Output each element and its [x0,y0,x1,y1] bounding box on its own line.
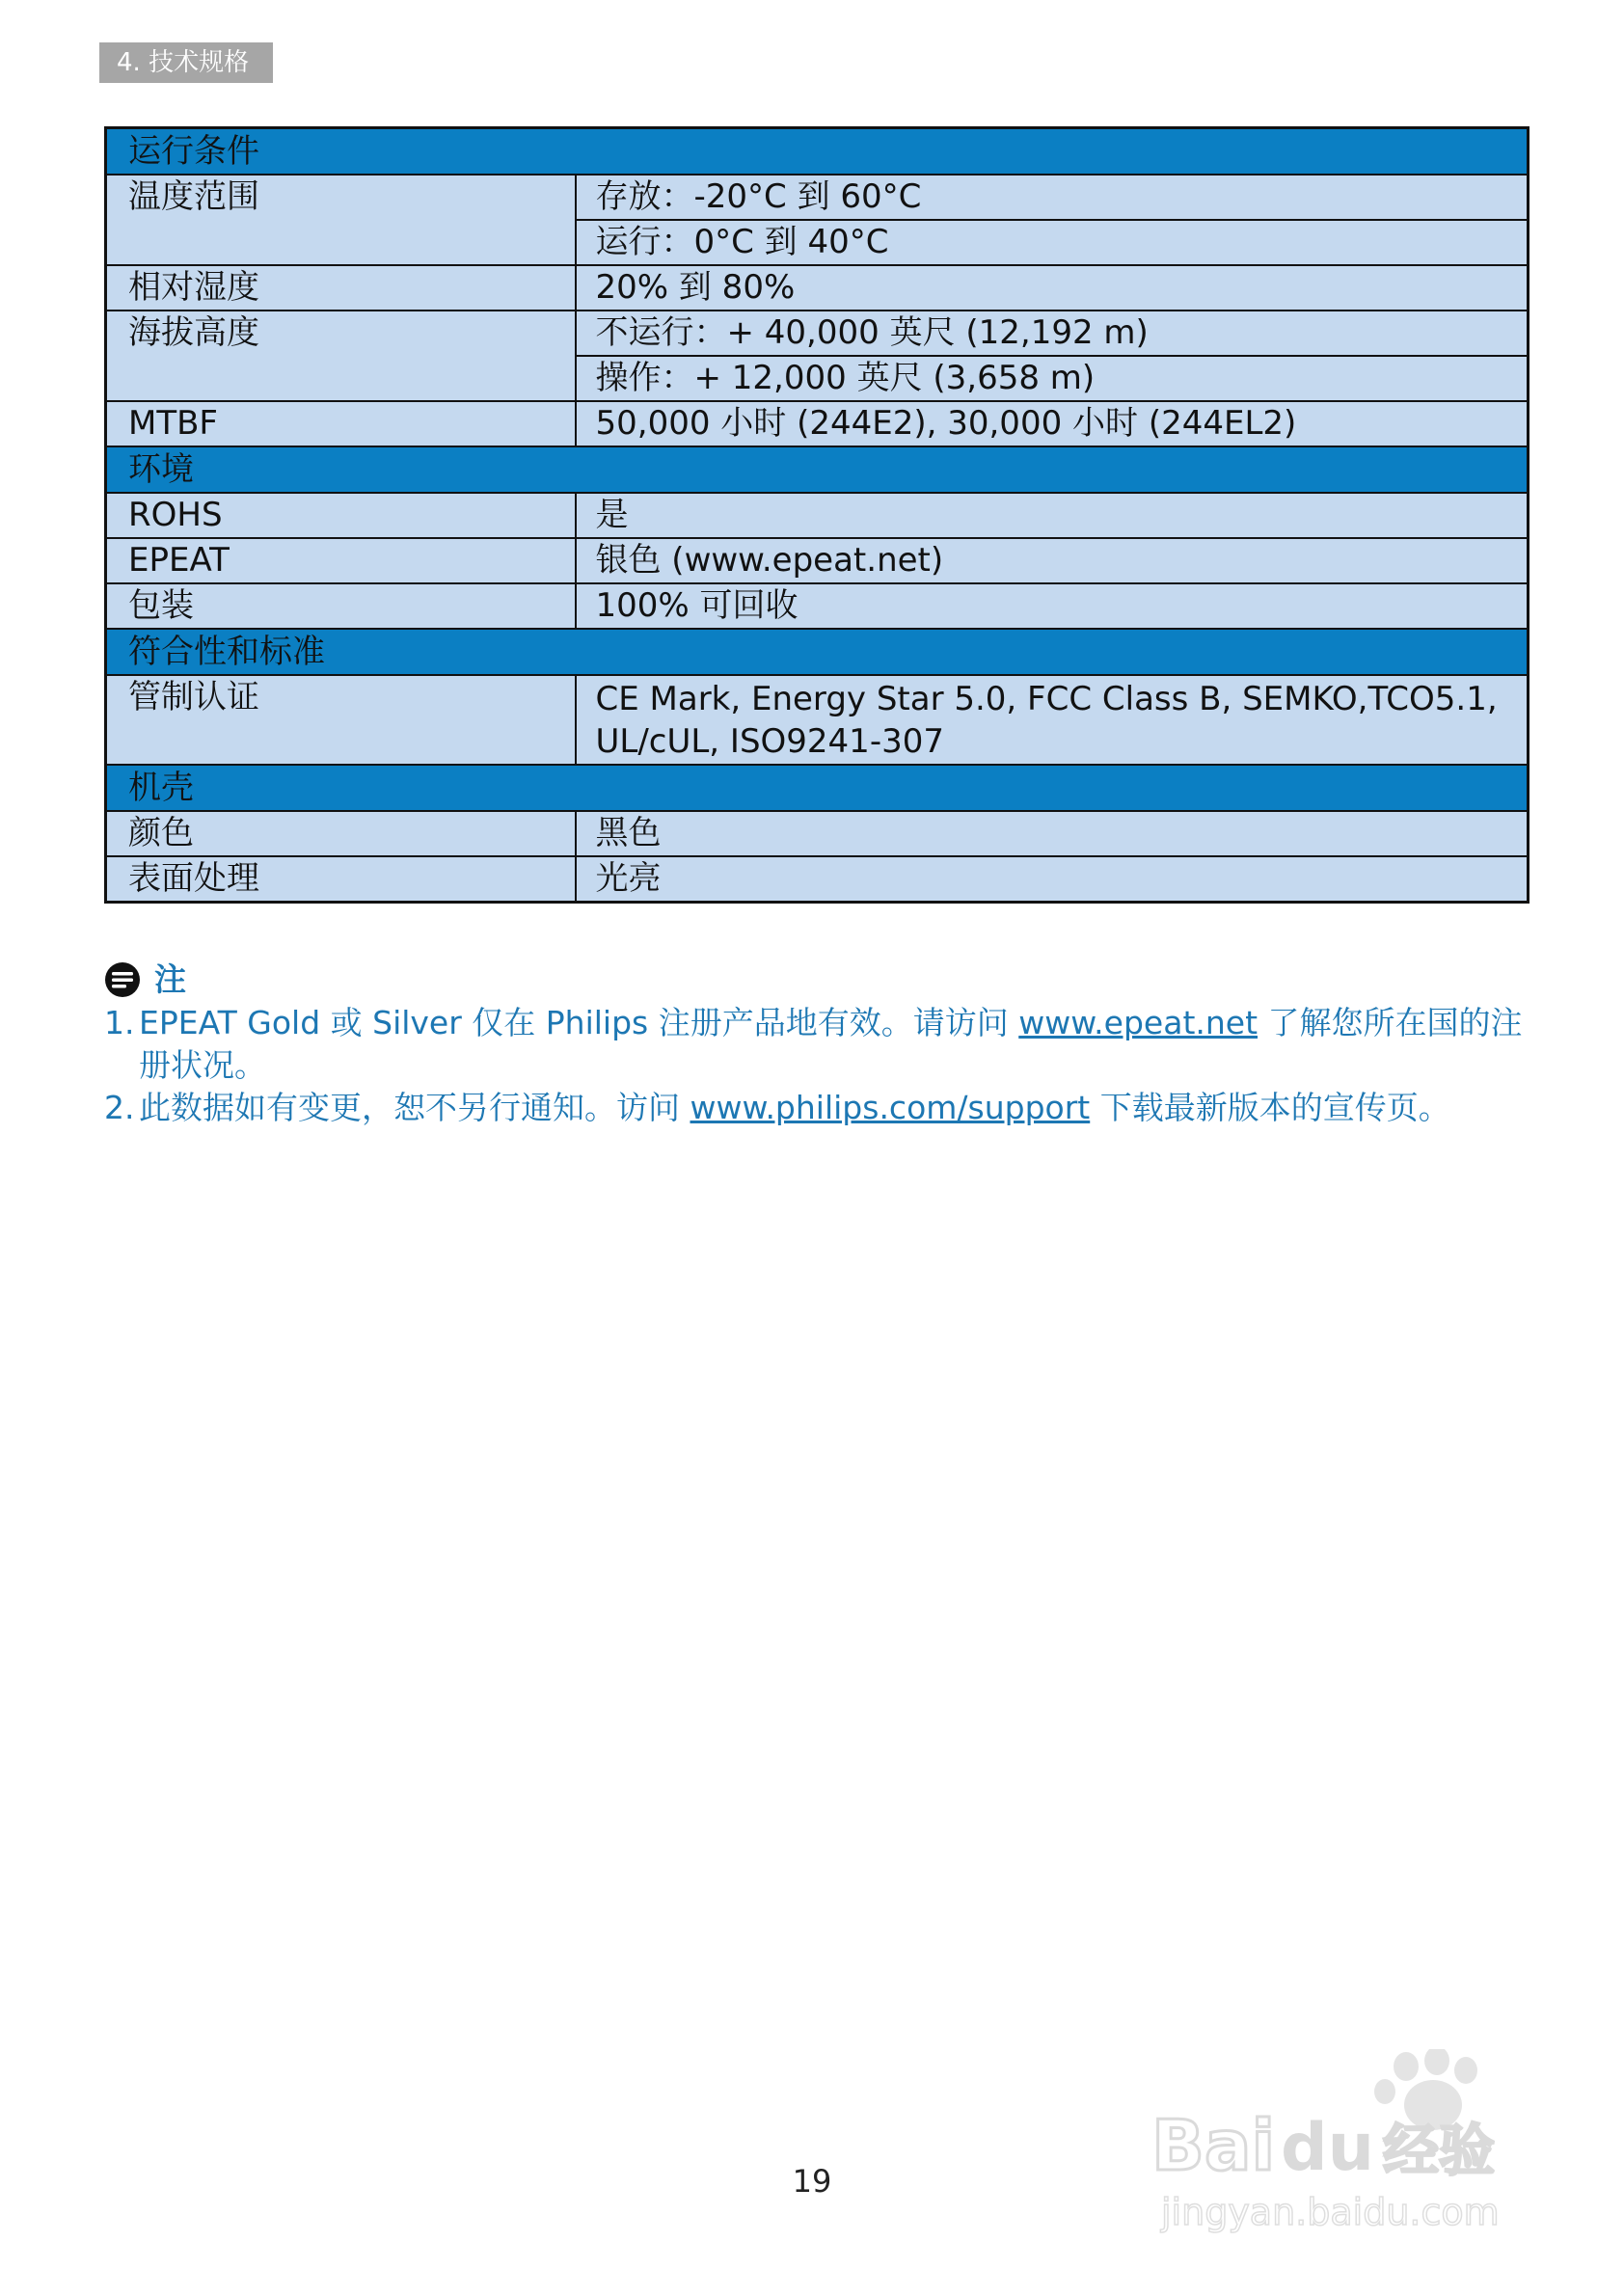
table-row [106,675,1529,765]
note-number: 2. [104,1089,135,1126]
note-number: 1. [104,1004,135,1041]
table-section-header [106,765,1529,811]
section-header-cabinet: 机壳 [106,765,1529,811]
notes-title: 注 [154,960,186,998]
svg-text:jingyan.baidu.com: jingyan.baidu.com [1161,2191,1500,2233]
svg-text:Bai: Bai [1151,2105,1276,2186]
section-tag: 4. 技术规格 [99,42,273,83]
table-section-header [106,446,1529,493]
svg-text:du: du [1281,2110,1375,2186]
table-row [106,583,1529,629]
row-label-packaging: 包装 [106,583,576,629]
note-text-part: 下载最新版本的宣传页。 [1090,1089,1450,1126]
section-header-operating: 运行条件 [106,128,1529,176]
row-label-rohs: ROHS [106,493,576,538]
philips-support-link[interactable]: www.philips.com/support [690,1089,1091,1126]
baidu-jingyan-watermark [1148,2049,1553,2242]
row-label-regulatory: 管制认证 [106,675,576,765]
note-item [104,1002,1531,1087]
row-label-humidity: 相对湿度 [106,265,576,311]
note-icon [104,961,141,998]
row-value-rohs: 是 [576,493,1529,538]
row-label-finish: 表面处理 [106,856,576,902]
row-value-finish: 光亮 [576,856,1529,902]
row-value-mtbf: 50,000 小时 (244E2), 30,000 小时 (244EL2) [576,401,1529,446]
row-value-temp-operating: 运行：0°C 到 40°C [576,220,1529,265]
row-label-altitude: 海拔高度 [106,311,576,401]
notes-header [104,958,1531,1002]
row-value-humidity: 20% 到 80% [576,265,1529,311]
table-row [106,856,1529,902]
table-row [106,493,1529,538]
table-section-header [106,128,1529,176]
table-row [106,811,1529,856]
row-label-epeat: EPEAT [106,538,576,583]
spec-table [104,126,1529,904]
epeat-link[interactable]: www.epeat.net [1018,1004,1259,1041]
row-value-regulatory: CE Mark, Energy Star 5.0, FCC Class B, SEMKO,TCO5.1, UL/cUL, ISO9241-307 [576,675,1529,765]
table-row [106,311,1529,356]
section-header-compliance: 符合性和标准 [106,629,1529,675]
table-row [106,175,1529,220]
table-section-header [106,629,1529,675]
note-text [139,1087,1531,1129]
note-text-part: 此数据如有变更，恕不另行通知。访问 [139,1089,690,1126]
row-value-epeat: 银色 (www.epeat.net) [576,538,1529,583]
page-number: 19 [792,2163,832,2200]
row-label-mtbf: MTBF [106,401,576,446]
row-label-temperature: 温度范围 [106,175,576,265]
notes-block [104,958,1531,1129]
table-row [106,265,1529,311]
section-header-environment: 环境 [106,446,1529,493]
svg-text:经验: 经验 [1383,2118,1496,2183]
row-value-altitude-op: 操作：+ 12,000 英尺 (3,658 m) [576,356,1529,401]
table-row [106,538,1529,583]
row-value-temp-storage: 存放：-20°C 到 60°C [576,175,1529,220]
note-text [139,1002,1531,1087]
table-row [106,401,1529,446]
row-value-color: 黑色 [576,811,1529,856]
note-text-part: 了解您所在国的注册状况。 [139,1004,1523,1084]
row-label-color: 颜色 [106,811,576,856]
note-text-part: EPEAT Gold 或 Silver 仅在 Philips 注册产品地有效。请访问 [139,1004,1019,1041]
note-item [104,1087,1531,1129]
row-value-altitude-nonop: 不运行：+ 40,000 英尺 (12,192 m) [576,311,1529,356]
row-value-packaging: 100% 可回收 [576,583,1529,629]
